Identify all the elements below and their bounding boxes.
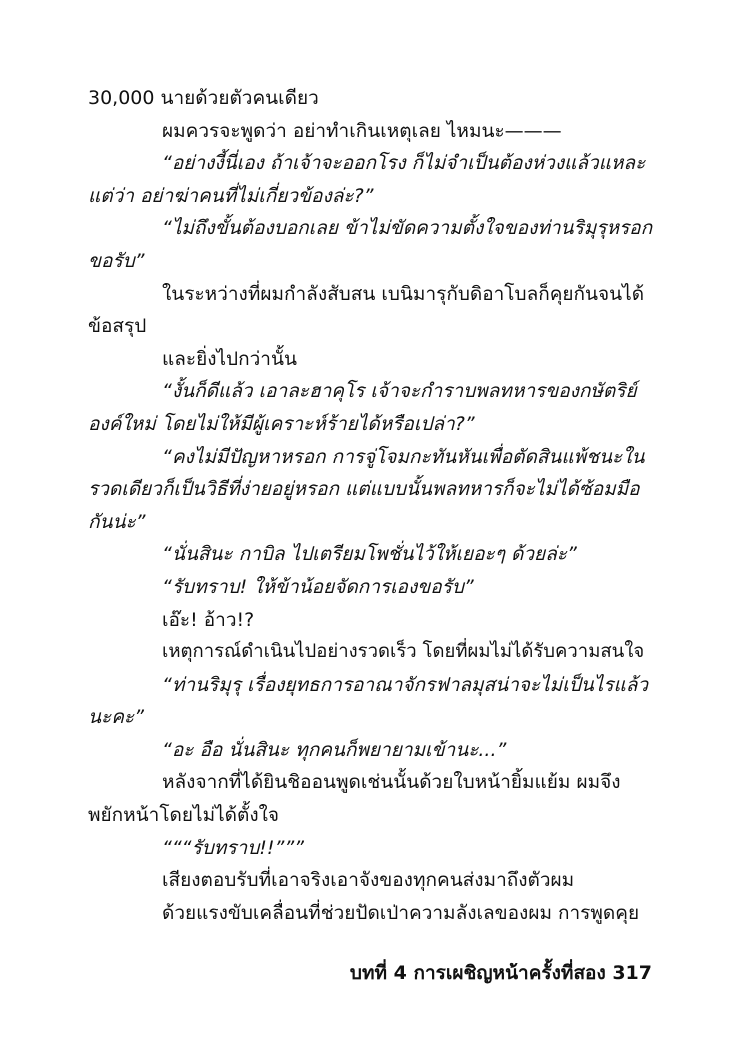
text-line: “ท่านริมุรุ เรื่องยุทธการอาณาจักรฟาลมุสน่าจะไม่เป็นไรแล้ว: [162, 673, 649, 696]
text-line: แต่ว่า อย่าฆ่าคนที่ไม่เกี่ยวข้องล่ะ?”: [88, 184, 374, 207]
text-line: องค์ใหม่ โดยไม่ให้มีผู้เคราะห์ร้ายได้หรือเปล่า?”: [88, 412, 475, 435]
text-line: หลังจากที่ได้ยินชิออนพูดเช่นนั้นด้วยใบหน้ายิ้มแย้ม ผมจึง: [162, 771, 621, 794]
text-line: “คงไม่มีปัญหาหรอก การจู่โจมกะทันหันเพื่อตัดสินแพ้ชนะใน: [162, 445, 645, 468]
text-line: นะคะ”: [88, 706, 144, 729]
text-line: ด้วยแรงขับเคลื่อนที่ช่วยปัดเป่าความลังเลของผม การพูดคุย: [162, 901, 640, 924]
text-line: เอ๊ะ! อ้าว!?: [162, 608, 255, 631]
text-line: “““รับทราบ!!”””: [162, 836, 305, 859]
text-line: “อย่างงี้นี่เอง ถ้าเจ้าจะออกโรง ก็ไม่จำเป็นต้องห่วงแล้วแหละ: [162, 152, 646, 175]
text-line: “รับทราบ! ให้ข้าน้อยจัดการเองขอรับ”: [162, 575, 474, 598]
text-line: ผมควรจะพูดว่า อย่าทำเกินเหตุเลย ไหมนะ———: [162, 119, 562, 142]
text-line: ขอรับ”: [88, 249, 145, 272]
page-body: [88, 82, 654, 929]
text-line: เหตุการณ์ดำเนินไปอย่างรวดเร็ว โดยที่ผมไม่ได้รับความสนใจ: [162, 641, 645, 663]
text-line: “ไม่ถึงขั้นต้องบอกเลย ข้าไม่ขัดความตั้งใจของท่านริมุรุหรอก: [162, 217, 653, 240]
page-footer: บทที่ 4 การเผชิญหน้าครั้งที่สอง 317: [349, 962, 652, 984]
text-line: กันน่ะ”: [88, 510, 146, 533]
text-line: เสียงตอบรับที่เอาจริงเอาจังของทุกคนส่งมาถึงตัวผม: [162, 869, 575, 892]
text-line: พยักหน้าโดยไม่ได้ตั้งใจ: [88, 804, 280, 827]
text-line: ข้อสรุป: [88, 315, 147, 338]
text-line: รวดเดียวก็เป็นวิธีที่ง่ายอยู่หรอก แต่แบบนั้นพลทหารก็จะไม่ได้ซ้อมมือ: [88, 478, 640, 501]
text-line: “งั้นก็ดีแล้ว เอาละฮาคุโร เจ้าจะกำราบพลทหารของกษัตริย์: [162, 380, 637, 403]
text-line: “อะ อือ นั่นสินะ ทุกคนก็พยายามเข้านะ...”: [162, 738, 507, 761]
text-line: “นั่นสินะ กาบิล ไปเตรียมโพชั่นไว้ให้เยอะๆ ด้วยล่ะ”: [162, 543, 577, 566]
text-line: ในระหว่างที่ผมกำลังสับสน เบนิมารุกับดิอาโบลก็คุยกันจนได้: [162, 282, 645, 305]
text-line: 30,000 นายด้วยตัวคนเดียว: [88, 87, 319, 109]
text-line: และยิ่งไปกว่านั้น: [162, 347, 297, 370]
